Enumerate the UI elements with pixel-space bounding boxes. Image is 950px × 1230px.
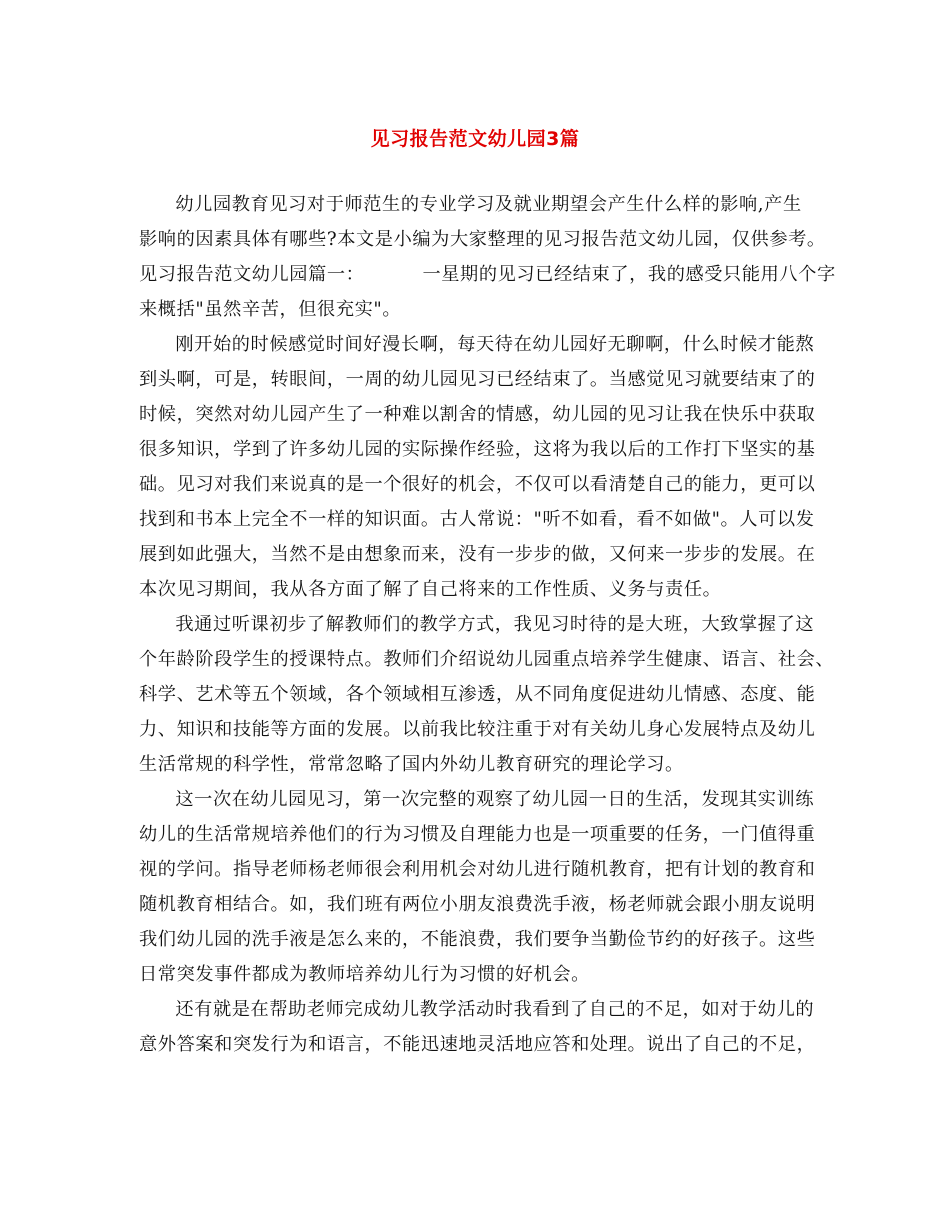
text-line: 展到如此强大，当然不是由想象而来，没有一步步的做，又何来一步步的发展。在 [139,544,816,565]
text-line: 科学、艺术等五个领域，各个领域相互渗透，从不同角度促进幼儿情感、态度、能 [139,684,816,705]
text-line: 到头啊，可是，转眼间，一周的幼儿园见习已经结束了。当感觉见习就要结束了的 [139,369,816,390]
paragraph-4 [139,992,819,1062]
section-heading-line [139,257,836,292]
text-line: 影响的因素具体有哪些?本文是小编为大家整理的见习报告范文幼儿园，仅供参考。 [139,229,826,250]
text-line: 刚开始的时候感觉时间好漫长啊，每天待在幼儿园好无聊啊，什么时候才能熬 [175,334,815,355]
text-line: 日常突发事件都成为教师培养幼儿行为习惯的好机会。 [139,964,590,985]
text-line: 视的学问。指导老师杨老师很会利用机会对幼儿进行随机教育，把有计划的教育和 [139,859,816,880]
text-line: 础。见习对我们来说真的是一个很好的机会，不仅可以看清楚自己的能力，更可以 [139,474,816,495]
text-line: 找到和书本上完全不一样的知识面。古人常说："听不如看，看不如做"。人可以发 [139,509,815,530]
text-line: 本次见习期间，我从各方面了解了自己将来的工作性质、义务与责任。 [139,579,722,600]
text-line: 来概括"虽然辛苦，但很充实"。 [139,299,402,320]
text-line: 我通过听课初步了解教师们的教学方式，我见习时待的是大班，大致掌握了这 [175,614,815,635]
paragraph-2 [139,607,835,782]
text-line: 力、知识和技能等方面的发展。以前我比较注重于对有关幼儿身心发展特点及幼儿 [139,719,816,740]
text-line: 还有就是在帮助老师完成幼儿教学活动时我看到了自己的不足，如对于幼儿的 [175,999,815,1020]
text-line: 生活常规的科学性，常常忽略了国内外幼儿教育研究的理论学习。 [139,754,684,775]
text-line: 幼儿的生活常规培养他们的行为习惯及自理能力也是一项重要的任务，一门值得重 [139,824,816,845]
text-line: 意外答案和突发行为和语言，不能迅速地灵活地应答和处理。说出了自己的不足， [139,1034,816,1055]
text-line: 很多知识，学到了许多幼儿园的实际操作经验，这将为我以后的工作打下坚实的基 [139,439,816,460]
paragraph-3 [139,782,819,992]
intro-paragraph [139,187,836,327]
text-line: 这一次在幼儿园见习，第一次完整的观察了幼儿园一日的生活，发现其实训练 [175,789,815,810]
section-heading: 见习报告范文幼儿园篇一： [139,264,365,285]
text-line: 时候，突然对幼儿园产生了一种难以割舍的情感，幼儿园的见习让我在快乐中获取 [139,404,816,425]
document-title: 见习报告范文幼儿园3篇 [370,128,580,150]
text-line: 幼儿园教育见习对于师范生的专业学习及就业期望会产生什么样的影响,产生 [175,194,802,215]
text-line: 我们幼儿园的洗手液是怎么来的，不能浪费，我们要争当勤俭节约的好孩子。这些 [139,929,816,950]
document-body [139,187,836,1062]
text-line: 个年龄阶段学生的授课特点。教师们介绍说幼儿园重点培养学生健康、语言、社会、 [139,649,835,670]
text-line: 随机教育相结合。如，我们班有两位小朋友浪费洗手液，杨老师就会跟小朋友说明 [139,894,816,915]
text-line: 一星期的见习已经结束了，我的感受只能用八个字 [422,264,836,285]
paragraph-1 [139,327,819,607]
